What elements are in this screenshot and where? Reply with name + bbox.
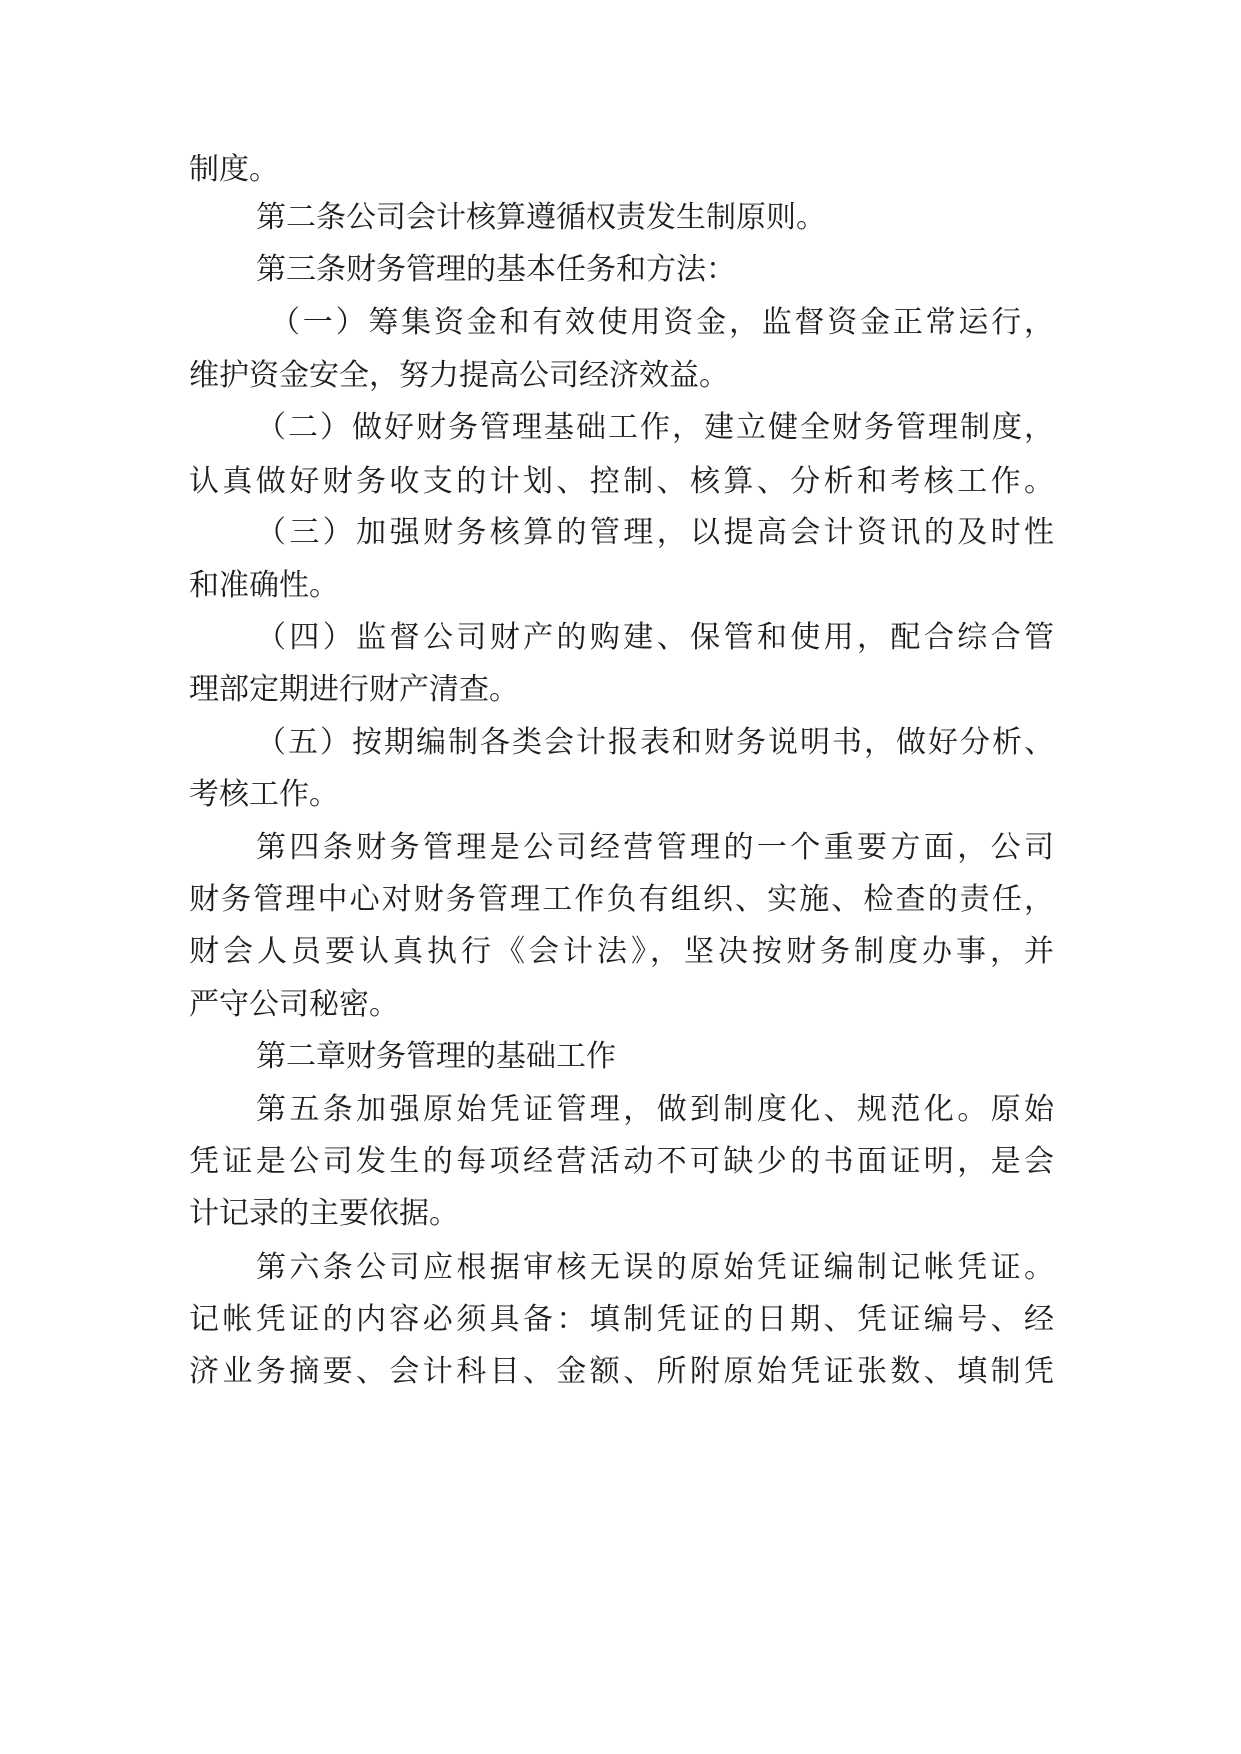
text-line: （五）按期编制各类会计报表和财务说明书，做好分析、 <box>256 725 1054 760</box>
text-line: 计记录的主要依据。 <box>189 1196 459 1231</box>
text-line: 制度。 <box>189 152 279 187</box>
text-line: 和准确性。 <box>189 568 339 603</box>
text-line: 第二条公司会计核算遵循权责发生制原则。 <box>256 200 826 235</box>
text-line: 济业务摘要、会计科目、金额、所附原始凭证张数、填制凭 <box>189 1354 1054 1389</box>
chapter-heading: 第二章财务管理的基础工作 <box>256 1039 616 1074</box>
text-line: （四）监督公司财产的购建、保管和使用，配合综合管 <box>256 620 1054 655</box>
text-line: 第五条加强原始凭证管理，做到制度化、规范化。原始 <box>256 1092 1054 1127</box>
text-line: 考核工作。 <box>189 777 339 812</box>
text-line: 第四条财务管理是公司经营管理的一个重要方面，公司 <box>256 830 1054 865</box>
text-line: 记帐凭证的内容必须具备：填制凭证的日期、凭证编号、经 <box>189 1302 1054 1337</box>
text-line: 第三条财务管理的基本任务和方法： <box>256 252 736 287</box>
text-line: 第六条公司应根据审核无误的原始凭证编制记帐凭证。 <box>256 1250 1054 1285</box>
text-line: 维护资金安全，努力提高公司经济效益。 <box>189 358 729 393</box>
text-line: 凭证是公司发生的每项经营活动不可缺少的书面证明，是会 <box>189 1144 1054 1179</box>
text-line: （三）加强财务核算的管理，以提高会计资讯的及时性 <box>256 515 1054 550</box>
text-line: 财会人员要认真执行《会计法》，坚决按财务制度办事，并 <box>189 934 1054 969</box>
text-line: （二）做好财务管理基础工作，建立健全财务管理制度， <box>256 410 1054 445</box>
text-line: 严守公司秘密。 <box>189 987 399 1022</box>
text-line: 认真做好财务收支的计划、控制、核算、分析和考核工作。 <box>189 464 1054 499</box>
text-line: 理部定期进行财产清查。 <box>189 672 519 707</box>
text-line: 财务管理中心对财务管理工作负有组织、实施、检查的责任， <box>189 882 1054 917</box>
text-line: （一）筹集资金和有效使用资金，监督资金正常运行， <box>270 305 1054 340</box>
